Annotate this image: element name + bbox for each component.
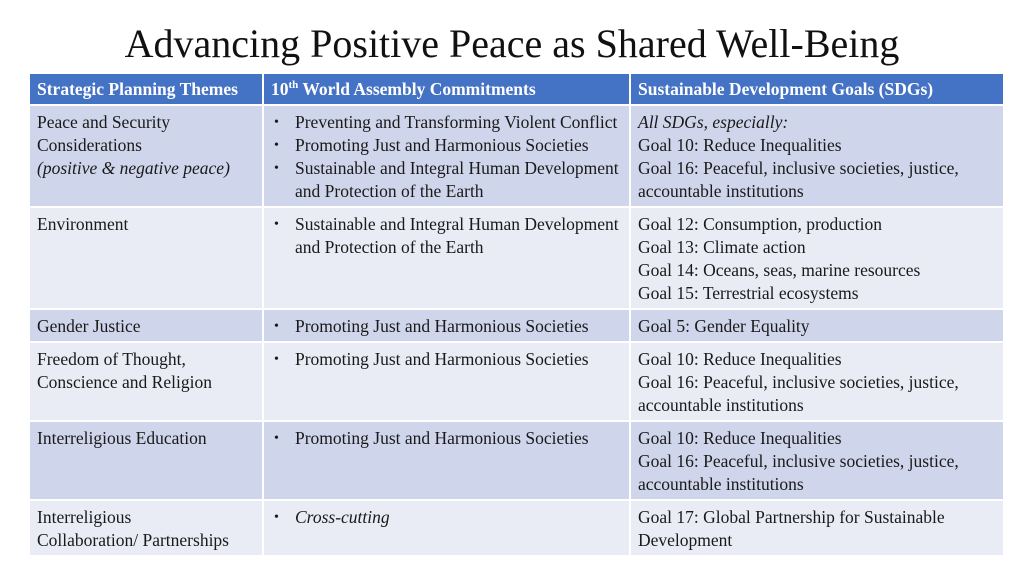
sdg-goal: Goal 15: Terrestrial ecosystems [638,283,859,303]
theme-text: Conscience and Religion [37,372,212,392]
theme-text: Considerations [37,135,142,155]
bullet-icon: • [274,115,279,130]
table-row [30,421,1003,500]
slide-title: Advancing Positive Peace as Shared Well-Being [124,21,900,66]
list-item [271,348,623,371]
commitments-cell [263,342,630,421]
sdg-cell [630,207,1003,309]
sdg-goal: Goal 17: Global Partnership for Sustainable Development [638,507,945,550]
theme-text: Interreligious [37,507,132,527]
commitments-list [271,213,623,259]
header-commitments-label: World Assembly Commitments [298,78,536,99]
sdg-goal: Goal 10: Reduce Inequalities [638,349,842,369]
table-body [30,105,1003,555]
theme-note: (positive & negative peace) [37,158,230,178]
theme-text: Freedom of Thought, [37,349,186,369]
commitment-text: Promoting Just and Harmonious Societies [295,135,589,155]
commitments-cell [263,421,630,500]
theme-text: Peace and Security [37,112,171,132]
theme-cell [30,309,263,342]
theme-text: Interreligious Education [37,428,207,448]
list-item [271,213,623,259]
commitment-text: Promoting Just and Harmonious Societies [295,316,589,336]
list-item [271,111,623,134]
theme-cell [30,500,263,555]
commitment-text: Preventing and Transforming Violent Conflict [295,112,618,132]
sdg-goal: Goal 16: Peaceful, inclusive societies, justice, accountable institutions [638,372,959,415]
table-row [30,309,1003,342]
list-item [271,315,623,338]
commitments-list [271,506,623,529]
bullet-icon: • [274,352,279,367]
commitment-text: Promoting Just and Harmonious Societies [295,349,589,369]
bullet-icon: • [274,319,279,334]
sdg-cell [630,309,1003,342]
commitment-text: Sustainable and Integral Human Development and Protection of the Earth [295,158,619,201]
commitment-text: Sustainable and Integral Human Development and Protection of the Earth [295,214,619,257]
sdg-cell [630,421,1003,500]
list-item [271,506,623,529]
commitments-list [271,111,623,203]
header-commitments-ordinal: th [288,78,299,91]
table-row [30,342,1003,421]
list-item [271,134,623,157]
sdg-intro: All SDGs, especially: [638,112,789,132]
theme-cell [30,105,263,207]
theme-text: Collaboration/ Partnerships [37,530,229,550]
themes-table [30,74,1003,555]
theme-text: Environment [37,214,129,234]
theme-cell [30,342,263,421]
sdg-goal: Goal 13: Climate action [638,237,806,257]
bullet-icon: • [274,431,279,446]
bullet-icon: • [274,161,279,176]
sdg-goal: Goal 12: Consumption, production [638,214,883,234]
sdg-cell [630,342,1003,421]
sdg-cell [630,500,1003,555]
header-commitments [263,74,630,105]
bullet-icon: • [274,138,279,153]
bullet-icon: • [274,217,279,232]
theme-cell [30,421,263,500]
commitments-cell [263,500,630,555]
sdg-goal: Goal 16: Peaceful, inclusive societies, justice, accountable institutions [638,451,959,494]
sdg-goal: Goal 5: Gender Equality [638,316,810,336]
table-row [30,500,1003,555]
sdg-goal: Goal 10: Reduce Inequalities [638,135,842,155]
sdg-goal: Goal 10: Reduce Inequalities [638,428,842,448]
list-item [271,427,623,450]
commitments-list [271,427,623,450]
sdg-goal: Goal 16: Peaceful, inclusive societies, justice, accountable institutions [638,158,959,201]
header-themes: Strategic Planning Themes [30,74,263,105]
sdg-goal: Goal 14: Oceans, seas, marine resources [638,260,921,280]
commitments-cell [263,105,630,207]
theme-cell [30,207,263,309]
header-sdgs: Sustainable Development Goals (SDGs) [630,74,1003,105]
commitment-text: Cross-cutting [295,507,390,527]
table-row [30,105,1003,207]
commitments-cell [263,309,630,342]
table-header-row [30,74,1003,105]
commitments-cell [263,207,630,309]
table-row [30,207,1003,309]
commitments-list [271,315,623,338]
bullet-icon: • [274,510,279,525]
commitment-text: Promoting Just and Harmonious Societies [295,428,589,448]
sdg-cell [630,105,1003,207]
theme-text: Gender Justice [37,316,141,336]
header-commitments-number: 10 [271,78,289,99]
list-item [271,157,623,203]
commitments-list [271,348,623,371]
